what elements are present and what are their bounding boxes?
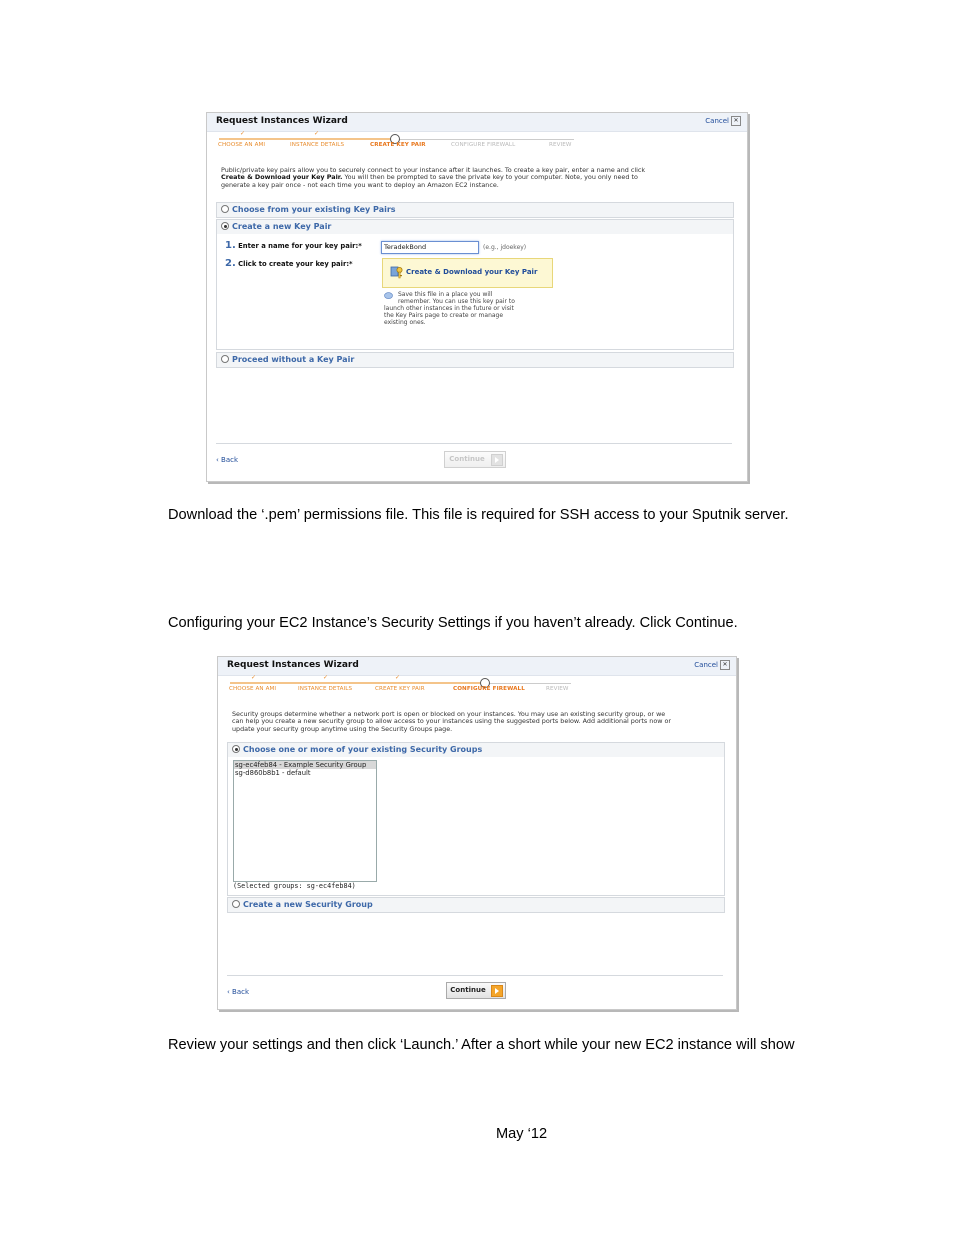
existing-groups-panel (227, 757, 725, 896)
wizard-title: Request Instances Wizard (216, 116, 348, 126)
check-icon: ✓ (323, 674, 329, 681)
wizard-steps (218, 675, 736, 697)
create-key-label: Click to create your key pair:* (238, 260, 353, 268)
create-download-key-button[interactable]: Create & Download your Key Pair (382, 258, 553, 288)
close-icon[interactable]: ✕ (731, 116, 741, 126)
close-icon[interactable]: ✕ (720, 660, 730, 670)
step-review: REVIEW (549, 142, 572, 148)
security-group-list[interactable] (233, 760, 377, 882)
cancel-link[interactable]: Cancel ✕ (694, 660, 730, 670)
continue-button[interactable]: Continue (444, 451, 506, 468)
key-icon (390, 265, 404, 279)
wizard-steps (207, 131, 747, 153)
step-create-key-pair: CREATE KEY PAIR (375, 686, 425, 692)
wizard-title: Request Instances Wizard (227, 660, 359, 670)
radio-create-group[interactable] (232, 900, 240, 908)
cancel-link[interactable]: Cancel ✕ (705, 116, 741, 126)
selected-groups-text: (Selected groups: sg-ec4feb84) (233, 882, 356, 890)
wizard-intro: Public/private key pairs allow you to securely connect to your instance after it launches. To create a key pair, enter a name and click Create & Download your Key Pair. You will then be prompted to save the private key to your computer. Note, you only need to generate a key pair once - not each time you want to deploy an Amazon EC2 instance. (221, 166, 646, 189)
check-icon: ✓ (314, 130, 320, 137)
step-choose-ami: CHOOSE AN AMI (229, 686, 277, 692)
option-existing-security-groups[interactable]: Choose one or more of your existing Security Groups (227, 742, 725, 758)
step-choose-ami: CHOOSE AN AMI (218, 142, 266, 148)
step-configure-firewall: CONFIGURE FIREWALL (451, 142, 516, 148)
step-configure-firewall: CONFIGURE FIREWALL (453, 686, 525, 692)
keypair-name-input[interactable]: TeradekBond (381, 241, 479, 254)
key-pair-wizard (206, 112, 748, 482)
arrow-right-icon (491, 985, 503, 997)
radio-existing[interactable] (221, 205, 229, 213)
keypair-name-label: Enter a name for your key pair:* (238, 242, 362, 250)
continue-button[interactable]: Continue (446, 982, 506, 999)
wizard-intro: Security groups determine whether a network port is open or blocked on your instances. You may use an existing security group, or we can help you create a new security group to allow access to your instances using the suggested ports below. Add additional ports now or update your security group anytime using the Security Groups page. (232, 710, 672, 733)
security-group-wizard (217, 656, 737, 1010)
paragraph-review-launch: Review your settings and then click ‘Launch.’ After a short while your new EC2 instance will show (168, 1037, 795, 1053)
radio-create[interactable] (221, 222, 229, 230)
radio-proceed[interactable] (221, 355, 229, 363)
wizard-header (207, 113, 747, 132)
page-footer-date: May ‘12 (496, 1126, 548, 1142)
check-icon: ✓ (240, 130, 246, 137)
list-item-security-group[interactable]: sg-ec4feb84 - Example Security Group (234, 761, 376, 769)
check-icon: ✓ (395, 674, 401, 681)
keypair-name-hint: (e.g., jdoekey) (483, 244, 527, 251)
radio-existing-groups[interactable] (232, 745, 240, 753)
arrow-right-icon (491, 454, 503, 466)
option-existing-key-pairs[interactable]: Choose from your existing Key Pairs (216, 202, 734, 218)
paragraph-configure-security: Configuring your EC2 Instance’s Security Settings if you haven’t already. Click Continue. (168, 615, 738, 631)
step-instance-details: INSTANCE DETAILS (298, 686, 353, 692)
back-link[interactable]: ‹ Back (216, 456, 239, 464)
step-review: REVIEW (546, 686, 569, 692)
option-create-security-group[interactable]: Create a new Security Group (227, 897, 725, 913)
check-icon: ✓ (251, 674, 257, 681)
list-item-security-group[interactable]: sg-d860b8b1 - default (235, 769, 311, 777)
option-create-key-pair[interactable]: Create a new Key Pair (216, 219, 734, 235)
paragraph-download-pem: Download the ‘.pem’ permissions file. This file is required for SSH access to your Sputnik server. (168, 507, 789, 523)
option-proceed-without-key[interactable]: Proceed without a Key Pair (216, 352, 734, 368)
save-note: Save this file in a place you will remember. You can use this key pair to launch other instances in the future or visit the Key Pairs page to create or manage existing ones. (384, 291, 515, 326)
back-link[interactable]: ‹ Back (227, 988, 250, 996)
step-create-key-pair: CREATE KEY PAIR (370, 142, 426, 148)
create-key-pair-panel: 1. Enter a name for your key pair:* TeradekBond (e.g., jdoekey) 2. Click to create your key pair:* Create & Download your Key Pair Save this file in a place you will remember. You can use this key pair to launch other instances in the future or visit the Key Pairs page to create or manage existing ones. (216, 234, 734, 350)
step-instance-details: INSTANCE DETAILS (290, 142, 345, 148)
wizard-header (218, 657, 736, 676)
